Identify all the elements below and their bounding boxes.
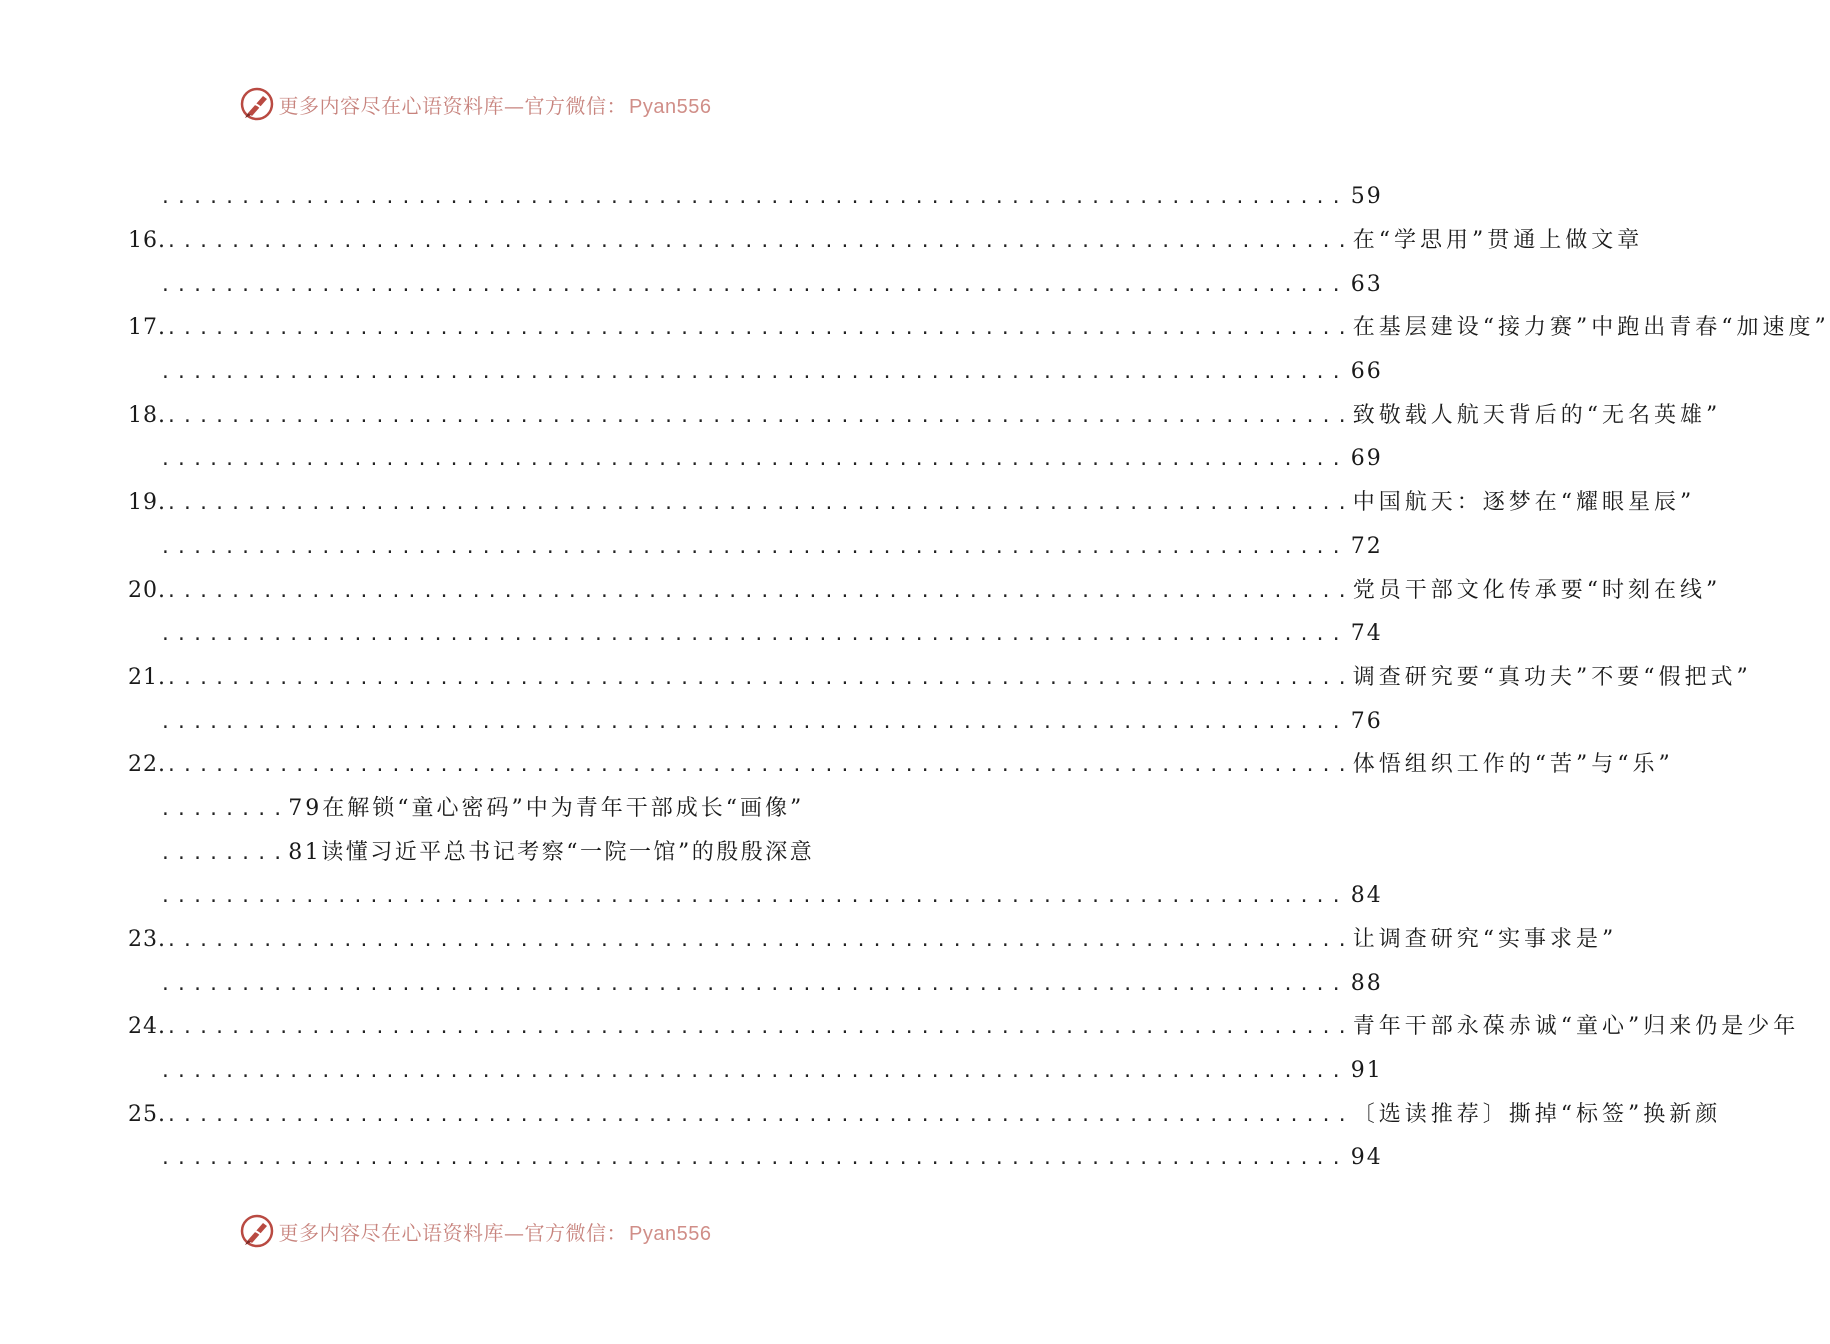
dot-leader: .......................................................................... xyxy=(160,974,1347,995)
dot-leader: .......................................................................... xyxy=(166,318,1353,339)
dot-leader: .......................................................................... xyxy=(160,449,1347,470)
toc-line xyxy=(160,357,1383,387)
watermark-footer xyxy=(0,1211,950,1251)
toc-line xyxy=(128,488,1696,518)
entry-title: 在基层建设“接力赛”中跑出青春“加速度” xyxy=(1352,315,1830,340)
dot-leader: .......................................................................... xyxy=(160,1148,1347,1169)
dot-leader: .......................................................................... xyxy=(166,1017,1353,1038)
entry-title: 让调查研究“实事求是” xyxy=(1352,927,1618,952)
watermark-handle: Pyan556 xyxy=(629,1222,712,1245)
entry-title: 〔选读推荐〕撕掉“标签”换新颜 xyxy=(1352,1102,1722,1127)
entry-title: 青年干部永葆赤诚“童心”归来仍是少年 xyxy=(1352,1014,1800,1039)
page-number: 88 xyxy=(1350,971,1383,996)
toc-line xyxy=(128,313,1830,343)
watermark-text: 更多内容尽在心语资料库—官方微信： Pyan556 xyxy=(278,1220,712,1245)
toc-line xyxy=(128,1012,1800,1042)
page-number: 91 xyxy=(1350,1058,1383,1083)
toc-line xyxy=(160,881,1383,911)
page-number: 66 xyxy=(1350,359,1383,384)
entry-title: 体悟组织工作的“苦”与“乐” xyxy=(1352,752,1674,777)
entry-number: 20. xyxy=(128,578,166,603)
dot-leader: .......................................................................... xyxy=(166,755,1353,776)
toc-line xyxy=(160,1143,1383,1173)
toc-line xyxy=(128,1100,1722,1130)
toc-line xyxy=(128,663,1752,693)
dot-leader: .......................................................................... xyxy=(166,668,1353,689)
dot-leader: .......................................................................... xyxy=(160,362,1347,383)
dot-leader: .......................................................................... xyxy=(166,1105,1353,1126)
dot-leader: .......................................................................... xyxy=(160,275,1347,296)
dot-leader: .......................................................................... xyxy=(160,187,1347,208)
entry-number: 19. xyxy=(128,490,166,515)
dot-leader: .......................................................................... xyxy=(166,231,1353,252)
toc-line xyxy=(160,270,1383,300)
entry-title: 在“学思用”贯通上做文章 xyxy=(1352,228,1644,253)
toc-line xyxy=(128,750,1674,780)
toc-line xyxy=(160,444,1383,474)
entry-number: 18. xyxy=(128,403,166,428)
entry-title: 81读懂习近平总书记考察“一院一馆”的殷殷深意 xyxy=(288,840,815,865)
page-number: 76 xyxy=(1350,709,1383,734)
page-number: 74 xyxy=(1350,621,1383,646)
toc-line xyxy=(128,226,1644,256)
watermark-text: 更多内容尽在心语资料库—官方微信： Pyan556 xyxy=(278,93,712,118)
entry-number: 24. xyxy=(128,1014,166,1039)
toc-line xyxy=(160,969,1383,999)
dot-leader: .......................................................................... xyxy=(160,886,1347,907)
toc-line xyxy=(160,838,832,868)
dot-leader: ........ xyxy=(160,843,289,864)
page-number: 72 xyxy=(1350,534,1383,559)
page-number: 63 xyxy=(1350,272,1383,297)
entry-number: 17. xyxy=(128,315,166,340)
page-number: 69 xyxy=(1350,446,1383,471)
toc-line xyxy=(128,401,1722,431)
dot-leader: .......................................................................... xyxy=(160,1061,1347,1082)
entry-title: 党员干部文化传承要“时刻在线” xyxy=(1352,578,1722,603)
entry-number: 21. xyxy=(128,665,166,690)
entry-number: 22. xyxy=(128,752,166,777)
entry-number: 16. xyxy=(128,228,166,253)
page-number: 94 xyxy=(1350,1145,1383,1170)
watermark-handle: Pyan556 xyxy=(629,95,712,118)
entry-title: 致敬载人航天背后的“无名英雄” xyxy=(1352,403,1722,428)
toc-line xyxy=(160,619,1383,649)
dot-leader: .......................................................................... xyxy=(160,624,1347,645)
entry-number: 23. xyxy=(128,927,166,952)
page-number: 84 xyxy=(1350,883,1383,908)
toc-line xyxy=(160,532,1383,562)
dot-leader: .......................................................................... xyxy=(166,493,1353,514)
pen-logo-icon xyxy=(239,1213,275,1249)
dot-leader: .......................................................................... xyxy=(160,712,1347,733)
page-number: 59 xyxy=(1350,184,1383,209)
entry-number: 25. xyxy=(128,1102,166,1127)
entry-title: 79在解锁“童心密码”中为青年干部成长“画像” xyxy=(288,796,805,821)
toc-line xyxy=(128,576,1722,606)
dot-leader: .......................................................................... xyxy=(166,930,1353,951)
entry-title: 调查研究要“真功夫”不要“假把式” xyxy=(1352,665,1752,690)
entry-title: 中国航天：逐梦在“耀眼星辰” xyxy=(1352,490,1696,515)
dot-leader: .......................................................................... xyxy=(166,581,1353,602)
toc-line xyxy=(160,1056,1383,1086)
toc-line xyxy=(160,707,1383,737)
toc-line xyxy=(160,182,1383,212)
dot-leader: .......................................................................... xyxy=(160,537,1347,558)
dot-leader: .......................................................................... xyxy=(166,406,1353,427)
toc-line xyxy=(128,925,1618,955)
toc-line xyxy=(160,794,832,824)
dot-leader: ........ xyxy=(160,799,289,820)
